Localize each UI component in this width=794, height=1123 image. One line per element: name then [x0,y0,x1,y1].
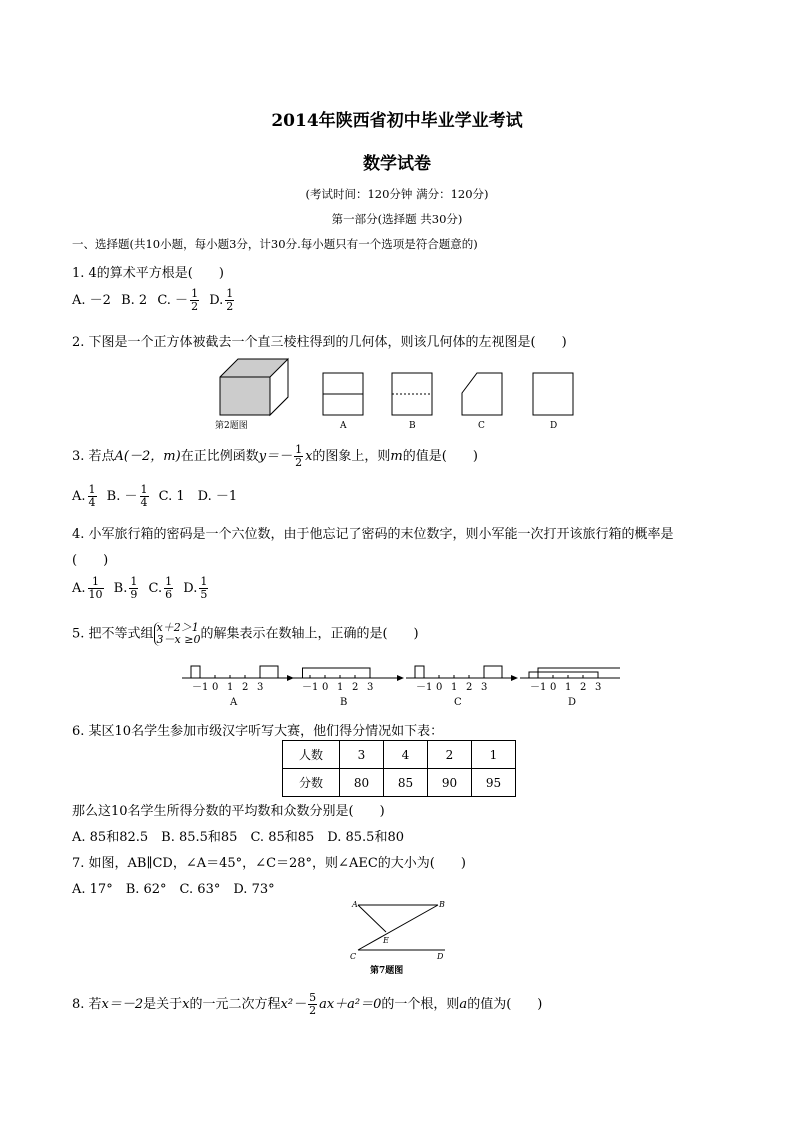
q2-label-c: C [478,421,485,431]
number-line-tick-label: 0 [322,682,329,693]
number-line-tick-label: －1 [416,682,433,693]
q6-options: A. 85和82.5 B. 85.5和85 C. 85和85 D. 85.5和80 [72,830,404,845]
number-line-tick-label: 3 [481,682,488,693]
solution-bracket [538,668,620,678]
number-line-tick-label: 3 [367,682,374,693]
q4-stem-line2: ( ) [72,553,109,568]
number-line-tick-label: 0 [436,682,443,693]
exam-info: (考试时间：120分钟 满分：120分) [305,187,489,201]
q8-fraction: $\frac{5}{2}$ [309,991,317,1017]
q2-figures [210,357,590,432]
number-line-option-label: A [230,697,238,708]
q2-view-b [392,373,432,415]
part-heading: 第一部分(选择题 共30分) [331,212,463,226]
exam-subtitle: 数学试卷 [363,154,431,174]
number-line-tick-label: 2 [466,682,473,693]
q2-view-d [533,373,573,415]
number-line-tick-label: 1 [451,682,458,693]
q1-options [72,288,236,313]
number-line-option-label: D [568,697,577,708]
q3-options: A. $\frac{1}{4}$ B. － $\frac{1}{4}$ C. 1 D. －1 [72,483,238,509]
number-line-tick-label: 1 [227,682,234,693]
q2-solid-figure [220,359,288,415]
q6-score-table [282,740,516,797]
q6-question: 那么这10名学生所得分数的平均数和众数分别是( ) [72,804,385,819]
q3-b-fraction: $\frac{1}{4}$ [140,483,148,509]
q2-label-a: A [340,421,347,431]
q1-c-fraction: $\frac{1}{2}$ [191,287,199,313]
q1-option-b: B. 2 [121,293,148,308]
number-line-arrow [511,675,518,681]
q6-stem: 6. 某区10名学生参加市级汉字听写大赛，他们得分情况如下表： [72,724,444,739]
q7-fig-caption: 第7题图 [370,966,404,976]
number-line-tick-label: 0 [212,682,219,693]
number-line-option-label: B [340,697,348,708]
exam-title: 2014年陕西省初中毕业学业考试 [271,111,523,131]
q2-fig-caption: 第2题图 [215,421,248,431]
number-line-tick-label: 0 [550,682,557,693]
q7-stem: 7. 如图，AB∥CD，∠A＝45°，∠C＝28°，则∠AEC的大小为( ) [72,856,466,871]
number-line-tick-label: －1 [302,682,319,693]
q1-option-c: C. － [157,293,189,308]
solution-bracket [303,668,371,678]
number-line-tick-label: 2 [580,682,587,693]
q7-options: A. 17° B. 62° C. 63° D. 73° [72,882,275,897]
q7-label-d: D [437,952,444,961]
q8-stem: 8. 若x＝－2是关于x的一元二次方程x²－ $\frac{5}{2}$ ax＋a²＝0的一个根，则a的值为( ) [72,991,543,1017]
q1-stem: 1. 4的算术平方根是( ) [72,266,224,281]
q3-fraction: $\frac{1}{2}$ [295,443,303,469]
number-line-option-label: C [454,697,462,708]
table-row: 人数 3 4 2 1 [283,741,516,769]
number-line-arrow [397,675,404,681]
q4-options: A. $\frac{1}{10}$ B. $\frac{1}{9}$ C. $\frac{1}{6}$ D. $\frac{1}{5}$ [72,575,208,601]
section-heading: 一、选择题(共10小题，每小题3分，计30分.每小题只有一个选项是符合题意的) [72,237,478,251]
solution-bracket [484,666,502,678]
number-line-tick-label: 3 [257,682,264,693]
number-line-tick-label: 2 [352,682,359,693]
q7-label-a: A [352,900,358,909]
q2-stem: 2. 下图是一个正方体被截去一个直三棱柱得到的几何体，则该几何体的左视图是( ) [72,335,567,350]
number-line-tick-label: 3 [595,682,602,693]
q5-stem: 5. 把不等式组 x＋2＞1 3－x ≥0 的解集表示在数轴上，正确的是( ) [72,621,419,646]
q7-label-e: E [383,936,389,945]
q3-a-fraction: $\frac{1}{4}$ [88,483,96,509]
q7-figure [340,895,460,981]
solution-bracket [529,672,598,678]
solution-bracket [260,666,278,678]
q7-label-c: C [350,952,357,961]
q7-label-b: B [439,900,445,909]
q2-view-a [323,373,363,415]
q1-d-fraction: $\frac{1}{2}$ [226,287,234,313]
q5-inequality-system: x＋2＞1 3－x ≥0 [154,622,201,646]
number-line-tick-label: 1 [337,682,344,693]
q2-label-b: B [409,421,416,431]
solution-bracket [415,666,424,678]
q5-number-lines [170,656,620,711]
q3-stem: 3. 若点A(－2，m)在正比例函数y＝－ $\frac{1}{2}$ x的图象上，则m的值是( ) [72,443,478,469]
solution-bracket [191,666,200,678]
number-line-tick-label: －1 [192,682,209,693]
q2-label-d: D [550,421,558,431]
table-row: 分数 80 85 90 95 [283,769,516,797]
q2-view-c [462,373,502,415]
q1-option-d: D. [209,293,224,308]
number-line-tick-label: 2 [242,682,249,693]
number-line-tick-label: 1 [565,682,572,693]
number-line-tick-label: －1 [530,682,547,693]
q4-stem-line1: 4. 小军旅行箱的密码是一个六位数，由于他忘记了密码的末位数字，则小军能一次打开该旅行箱的概率是 [72,527,674,542]
q1-option-a: A. －2 [72,293,111,308]
